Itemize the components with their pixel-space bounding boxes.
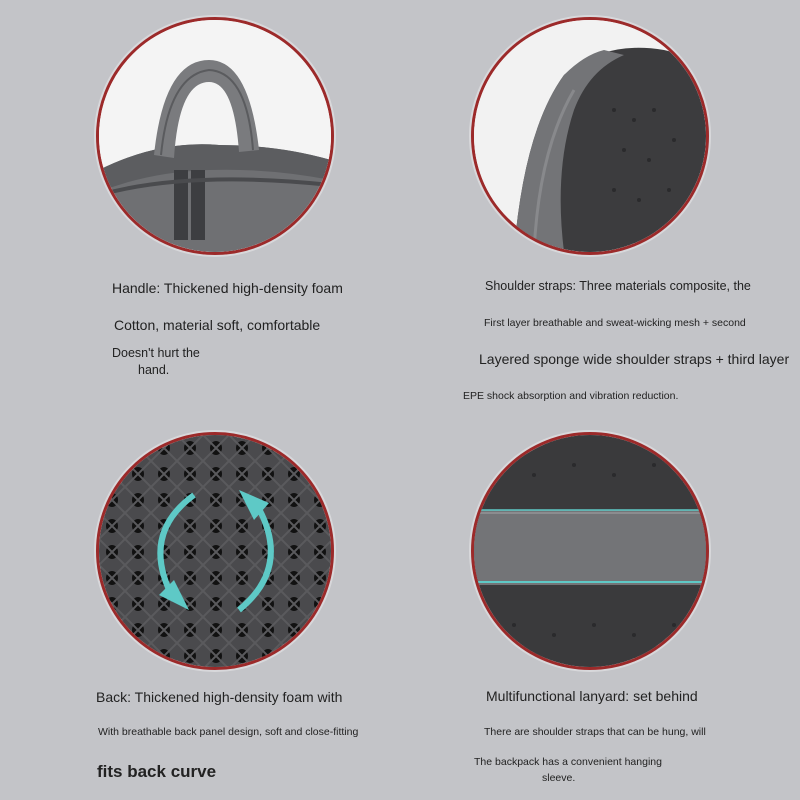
- back-panel-mesh-illustration: [99, 435, 331, 667]
- shoulder-strap-detail-image: [471, 17, 709, 255]
- shoulder-strap-illustration: [474, 20, 706, 252]
- lanyard-title: Multifunctional lanyard: set behind: [486, 688, 698, 704]
- lanyard-illustration: [474, 435, 706, 667]
- lanyard-detail-image: [471, 432, 709, 670]
- handle-line-4: hand.: [138, 363, 170, 377]
- handle-line-3: Doesn't hurt the: [112, 346, 200, 360]
- back-title: Back: Thickened high-density foam with: [96, 689, 343, 705]
- back-panel-detail-image: [96, 432, 334, 670]
- handle-illustration: [99, 20, 331, 252]
- shoulder-straps-line-4: EPE shock absorption and vibration reduction.: [463, 390, 679, 402]
- shoulder-straps-line-3: Layered sponge wide shoulder straps + third layer: [479, 351, 790, 367]
- shoulder-straps-title: Shoulder straps: Three materials composite, the: [485, 279, 751, 293]
- shoulder-straps-line-2: First layer breathable and sweat-wicking mesh + second: [484, 317, 746, 329]
- back-line-3: fits back curve: [97, 762, 217, 781]
- handle-title: Handle: Thickened high-density foam: [112, 280, 343, 296]
- lanyard-line-2: There are shoulder straps that can be hung, will: [484, 726, 706, 738]
- lanyard-line-4: sleeve.: [542, 772, 576, 784]
- handle-detail-image: [96, 17, 334, 255]
- handle-line-2: Cotton, material soft, comfortable: [114, 317, 321, 333]
- back-line-2: With breathable back panel design, soft and close-fitting: [98, 726, 359, 738]
- lanyard-line-3: The backpack has a convenient hanging: [474, 756, 662, 768]
